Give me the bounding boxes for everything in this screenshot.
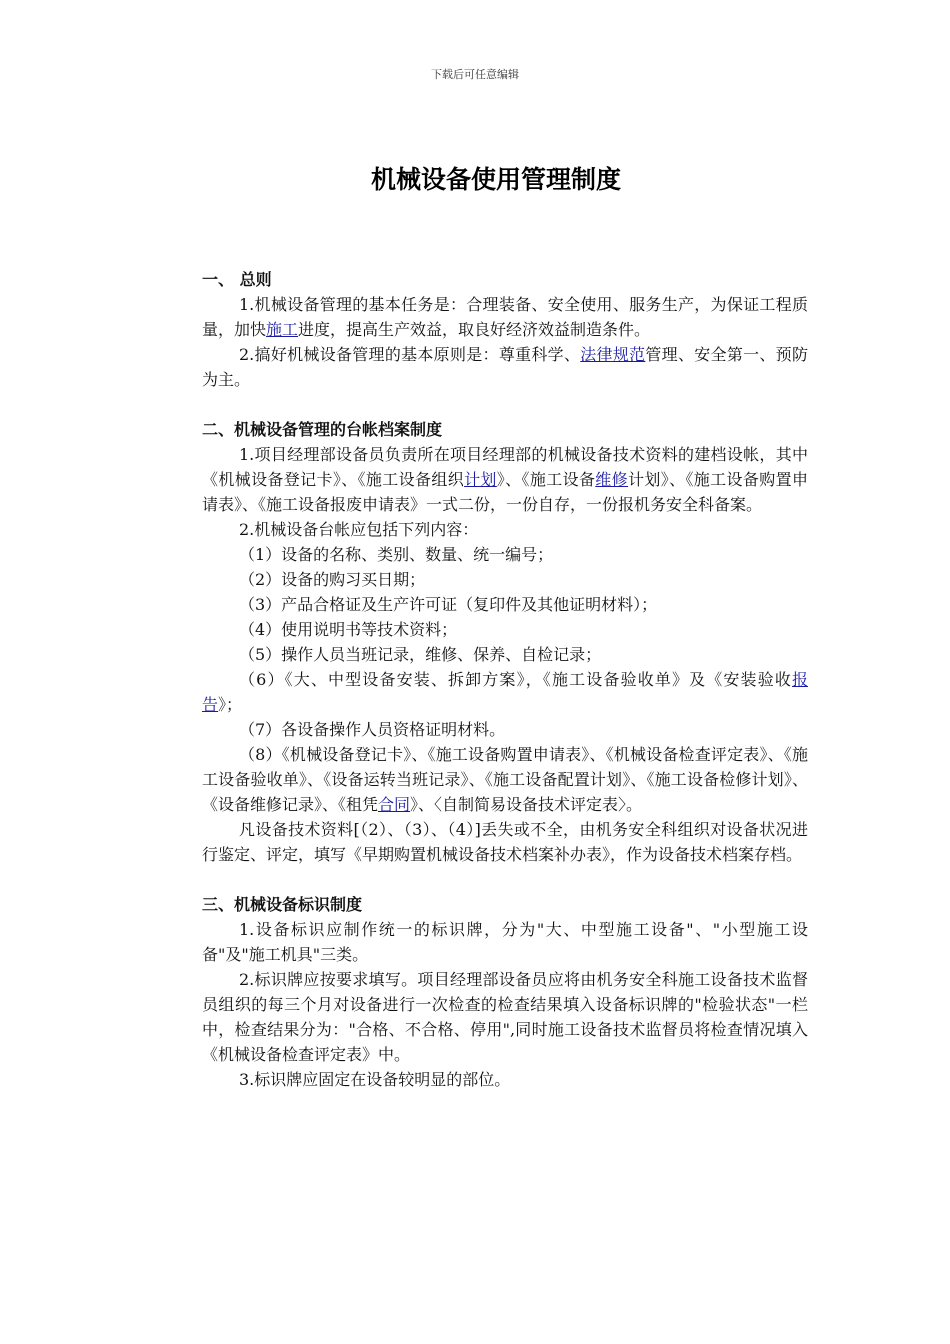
paragraph: 2.搞好机械设备管理的基本原则是：尊重科学、法律规范管理、安全第一、预防为主。 <box>202 345 808 389</box>
document-title: 机械设备使用管理制度 <box>370 165 621 194</box>
paragraph: 2.机械设备台帐应包括下列内容： <box>239 520 479 539</box>
link-plan[interactable]: 计划 <box>464 470 497 489</box>
section-heading-identification: 三、机械设备标识制度 <box>202 895 363 914</box>
list-item: （3）产品合格证及生产许可证（复印件及其他证明材料）； <box>239 595 658 614</box>
document-body <box>202 267 808 1092</box>
paragraph: 凡设备技术资料[（2）、（3）、（4）]丢失或不全，由机务安全科组织对设备状况进行鉴定、评定，填写《早期购置机械设备技术档案补办表》，作为设备技术档案存档。 <box>202 820 808 864</box>
list-item: （6）《大、中型设备安装、拆卸方案》，《施工设备验收单》及《安装验收报告》； <box>202 670 808 714</box>
header-note: 下载后可任意编辑 <box>431 68 519 81</box>
paragraph: 1.设备标识应制作统一的标识牌，分为"大、中型施工设备"、"小型施工设备"及"施工机具"三类。 <box>202 920 808 964</box>
paragraph: 3.标识牌应固定在设备较明显的部位。 <box>239 1070 511 1089</box>
list-item: （5）操作人员当班记录，维修、保养、自检记录； <box>239 645 602 664</box>
list-item: （1）设备的名称、类别、数量、统一编号； <box>239 545 554 564</box>
list-item: （4）使用说明书等技术资料； <box>239 620 458 639</box>
paragraph: 2.标识牌应按要求填写。项目经理部设备员应将由机务安全科施工设备技术监督员组织的每三个月对设备进行一次检查的检查结果填入设备标识牌的"检验状态"一栏中，检查结果分为："合格、不合格、停用",同时施工设备技术监督员将检查情况填入《机械设备检查评定表》中。 <box>202 970 808 1064</box>
list-item: （8）《机械设备登记卡》、《施工设备购置申请表》、《机械设备检查评定表》、《施工设备验收单》、《设备运转当班记录》、《施工设备配置计划》、《施工设备检修计划》、《设备维修记录》、《租凭合同》、〈自制简易设备技术评定表〉。 <box>202 745 808 814</box>
section-heading-ledger: 二、机械设备管理的台帐档案制度 <box>202 420 443 439</box>
paragraph: 1.项目经理部设备员负责所在项目经理部的机械设备技术资料的建档设帐，其中《机械设备登记卡》、《施工设备组织计划》、《施工设备维修计划》、《施工设备购置申请表》、《施工设备报废申请表》一式二份，一份自存，一份报机务安全科备案。 <box>202 445 808 514</box>
link-maintenance[interactable]: 维修 <box>595 470 629 489</box>
link-construction[interactable]: 施工 <box>266 320 299 339</box>
link-report[interactable]: 报告 <box>202 670 808 714</box>
section-heading-general: 一、 总则 <box>202 270 272 289</box>
link-law-regulation[interactable]: 法律规范 <box>580 345 646 364</box>
list-item: （7）各设备操作人员资格证明材料。 <box>239 720 506 739</box>
link-contract[interactable]: 合同 <box>378 795 411 814</box>
paragraph: 1.机械设备管理的基本任务是：合理装备、安全使用、服务生产，为保证工程质量，加快施工进度，提高生产效益，取良好经济效益制造条件。 <box>202 295 808 339</box>
list-item: （2）设备的购习买日期； <box>239 570 426 589</box>
